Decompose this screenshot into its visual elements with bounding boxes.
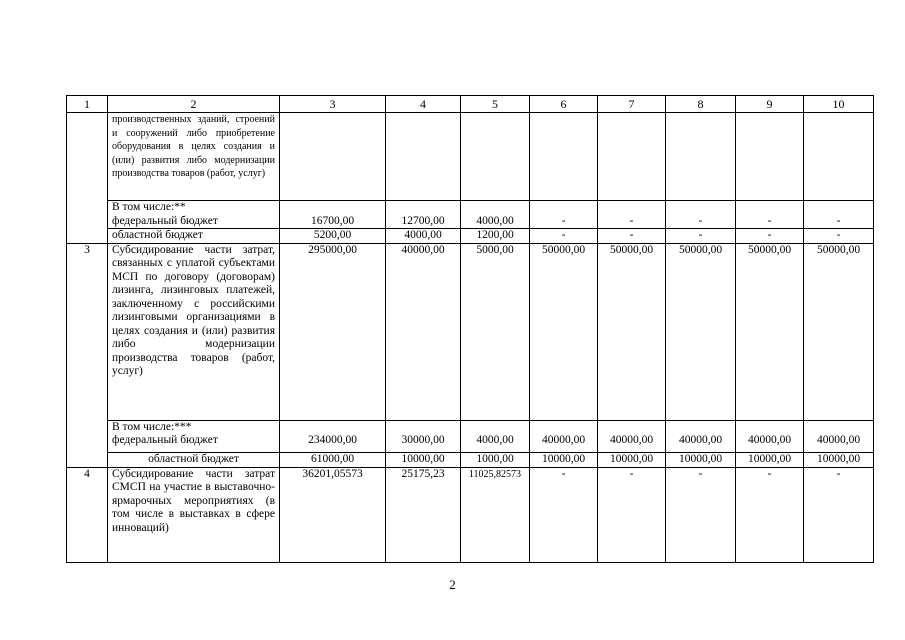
col-header: 9 <box>736 96 804 113</box>
budget-table-page <box>66 95 873 563</box>
col-header: 4 <box>386 96 461 113</box>
table-cell: 50000,00 <box>530 243 598 420</box>
col-header: 8 <box>666 96 736 113</box>
table-cell: 40000,00 <box>804 434 874 453</box>
table-cell: - <box>736 215 804 229</box>
table-cell: 4000,00 <box>461 215 530 229</box>
table-cell: 10000,00 <box>804 453 874 468</box>
page-number: 2 <box>449 577 456 592</box>
table-cell: 1000,00 <box>461 453 530 468</box>
row-description: производственных зданий, строений и сооружений либо приобретение оборудования в целях создания и (или) развития либо модернизации производства товаров (работ, услуг) <box>108 113 280 201</box>
table-cell: 40000,00 <box>598 434 666 453</box>
table-row <box>67 434 874 453</box>
table-cell: 36201,05573 <box>280 467 386 562</box>
table-cell: 4000,00 <box>461 434 530 453</box>
table-cell: 5000,00 <box>461 243 530 420</box>
table-cell: - <box>530 229 598 244</box>
header-row <box>67 96 874 113</box>
table-cell: - <box>804 467 874 562</box>
table-cell: 61000,00 <box>280 453 386 468</box>
table-cell: - <box>804 229 874 244</box>
table-cell: 16700,00 <box>280 215 386 229</box>
table-cell: 10000,00 <box>736 453 804 468</box>
table-cell: 25175,23 <box>386 467 461 562</box>
row-number-cell: 3 <box>67 243 108 467</box>
table-cell: 40000,00 <box>386 243 461 420</box>
table-row <box>67 453 874 468</box>
table-row <box>67 201 874 215</box>
including-label: В том числе:** <box>108 201 280 215</box>
table-cell: 10000,00 <box>530 453 598 468</box>
col-header: 5 <box>461 96 530 113</box>
table-cell: - <box>598 229 666 244</box>
table-row <box>67 467 874 562</box>
budget-table <box>66 95 874 563</box>
table-cell: - <box>736 229 804 244</box>
budget-label: областной бюджет <box>108 229 280 244</box>
table-cell: 50000,00 <box>598 243 666 420</box>
table-cell: 295000,00 <box>280 243 386 420</box>
including-label: В том числе:*** <box>108 420 280 434</box>
col-header: 6 <box>530 96 598 113</box>
col-header: 2 <box>108 96 280 113</box>
table-cell: - <box>666 229 736 244</box>
table-cell: 10000,00 <box>598 453 666 468</box>
table-cell: 1200,00 <box>461 229 530 244</box>
table-cell: 50000,00 <box>804 243 874 420</box>
table-cell: 5200,00 <box>280 229 386 244</box>
table-cell: 40000,00 <box>666 434 736 453</box>
budget-label: федеральный бюджет <box>108 215 280 229</box>
table-cell: - <box>666 467 736 562</box>
table-cell: 12700,00 <box>386 215 461 229</box>
table-cell: 10000,00 <box>666 453 736 468</box>
table-cell: - <box>804 215 874 229</box>
row-number-cell <box>67 113 108 244</box>
table-row <box>67 229 874 244</box>
col-header: 10 <box>804 96 874 113</box>
table-cell: 4000,00 <box>386 229 461 244</box>
row-description: Субсидирование части затрат, связанных с уплатой субъектами МСП по договору (договорам) лизинга, лизинговых платежей, заключенному с российскими лизинговыми организациями в целях создания и (или) развития либо модернизации производства товаров (работ, услуг) <box>108 243 280 420</box>
table-row <box>67 243 874 420</box>
table-cell: - <box>666 215 736 229</box>
table-cell: 11025,82573 <box>461 467 530 562</box>
row-number-cell: 4 <box>67 467 108 562</box>
table-cell: 50000,00 <box>666 243 736 420</box>
table-cell: 40000,00 <box>530 434 598 453</box>
table-cell: 10000,00 <box>386 453 461 468</box>
budget-label: областной бюджет <box>108 453 280 468</box>
table-cell: 50000,00 <box>736 243 804 420</box>
col-header: 1 <box>67 96 108 113</box>
table-cell: 30000,00 <box>386 434 461 453</box>
table-row <box>67 420 874 434</box>
col-header: 7 <box>598 96 666 113</box>
table-row <box>67 113 874 201</box>
table-cell: - <box>530 215 598 229</box>
table-cell: - <box>598 467 666 562</box>
budget-label: федеральный бюджет <box>108 434 280 453</box>
col-header: 3 <box>280 96 386 113</box>
row-description: Субсидирование части затрат СМСП на участие в выставочно-ярмарочных мероприятиях (в том числе в выставках в сфере инноваций) <box>108 467 280 562</box>
table-cell: - <box>736 467 804 562</box>
table-row <box>67 215 874 229</box>
table-cell: 234000,00 <box>280 434 386 453</box>
table-cell: - <box>598 215 666 229</box>
table-cell: - <box>530 467 598 562</box>
table-cell: 40000,00 <box>736 434 804 453</box>
